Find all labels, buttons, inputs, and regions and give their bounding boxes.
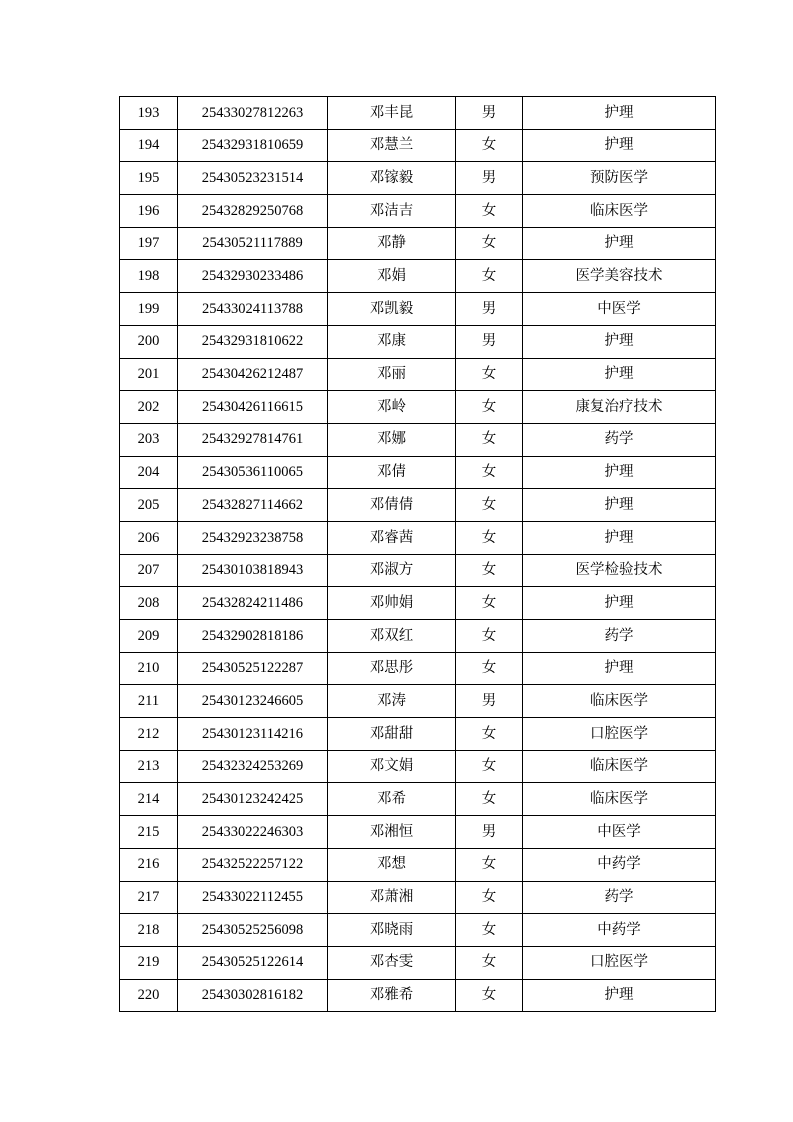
exam-id-cell: 25432923238758 <box>178 521 328 554</box>
row-number: 207 <box>120 554 178 587</box>
gender-cell: 男 <box>456 816 523 849</box>
exam-id-cell: 25433022112455 <box>178 881 328 914</box>
major-cell: 临床医学 <box>523 783 716 816</box>
major-cell: 康复治疗技术 <box>523 391 716 424</box>
gender-cell: 女 <box>456 391 523 424</box>
gender-cell: 女 <box>456 129 523 162</box>
table-row <box>120 227 716 260</box>
row-number: 218 <box>120 914 178 947</box>
table-row <box>120 750 716 783</box>
major-cell: 医学美容技术 <box>523 260 716 293</box>
table-row <box>120 881 716 914</box>
gender-cell: 女 <box>456 554 523 587</box>
row-number: 200 <box>120 325 178 358</box>
exam-id-cell: 25430523231514 <box>178 162 328 195</box>
row-number: 202 <box>120 391 178 424</box>
row-number: 205 <box>120 489 178 522</box>
major-cell: 护理 <box>523 521 716 554</box>
major-cell: 临床医学 <box>523 195 716 228</box>
major-cell: 药学 <box>523 423 716 456</box>
exam-id-cell: 25430525122287 <box>178 652 328 685</box>
major-cell: 中医学 <box>523 816 716 849</box>
major-cell: 护理 <box>523 227 716 260</box>
table-row <box>120 685 716 718</box>
row-number: 203 <box>120 423 178 456</box>
row-number: 204 <box>120 456 178 489</box>
table-row <box>120 587 716 620</box>
name-cell: 邓丰昆 <box>328 97 456 130</box>
name-cell: 邓睿茜 <box>328 521 456 554</box>
major-cell: 中药学 <box>523 848 716 881</box>
name-cell: 邓文娟 <box>328 750 456 783</box>
table-row <box>120 456 716 489</box>
name-cell: 邓淑方 <box>328 554 456 587</box>
gender-cell: 女 <box>456 489 523 522</box>
table-row <box>120 652 716 685</box>
name-cell: 邓希 <box>328 783 456 816</box>
table-row <box>120 554 716 587</box>
table-row <box>120 979 716 1012</box>
gender-cell: 女 <box>456 946 523 979</box>
gender-cell: 女 <box>456 652 523 685</box>
exam-id-cell: 25432824211486 <box>178 587 328 620</box>
row-number: 217 <box>120 881 178 914</box>
major-cell: 临床医学 <box>523 685 716 718</box>
row-number: 210 <box>120 652 178 685</box>
exam-id-cell: 25430302816182 <box>178 979 328 1012</box>
row-number: 198 <box>120 260 178 293</box>
exam-id-cell: 25430536110065 <box>178 456 328 489</box>
name-cell: 邓洁吉 <box>328 195 456 228</box>
major-cell: 护理 <box>523 97 716 130</box>
table-row <box>120 162 716 195</box>
gender-cell: 女 <box>456 195 523 228</box>
exam-id-cell: 25430521117889 <box>178 227 328 260</box>
name-cell: 邓娜 <box>328 423 456 456</box>
name-cell: 邓帅娟 <box>328 587 456 620</box>
gender-cell: 男 <box>456 685 523 718</box>
roster-table <box>119 96 716 1012</box>
gender-cell: 女 <box>456 718 523 751</box>
exam-id-cell: 25432829250768 <box>178 195 328 228</box>
row-number: 197 <box>120 227 178 260</box>
table-row <box>120 914 716 947</box>
name-cell: 邓双红 <box>328 620 456 653</box>
gender-cell: 女 <box>456 521 523 554</box>
row-number: 219 <box>120 946 178 979</box>
exam-id-cell: 25430426116615 <box>178 391 328 424</box>
table-row <box>120 391 716 424</box>
gender-cell: 男 <box>456 293 523 326</box>
row-number: 214 <box>120 783 178 816</box>
row-number: 208 <box>120 587 178 620</box>
name-cell: 邓康 <box>328 325 456 358</box>
gender-cell: 女 <box>456 423 523 456</box>
major-cell: 口腔医学 <box>523 718 716 751</box>
major-cell: 护理 <box>523 489 716 522</box>
name-cell: 邓萧湘 <box>328 881 456 914</box>
table-row <box>120 489 716 522</box>
exam-id-cell: 25432324253269 <box>178 750 328 783</box>
table-row <box>120 325 716 358</box>
table-row <box>120 129 716 162</box>
major-cell: 护理 <box>523 358 716 391</box>
major-cell: 护理 <box>523 325 716 358</box>
gender-cell: 女 <box>456 881 523 914</box>
row-number: 213 <box>120 750 178 783</box>
name-cell: 邓涛 <box>328 685 456 718</box>
exam-id-cell: 25430525256098 <box>178 914 328 947</box>
gender-cell: 女 <box>456 456 523 489</box>
row-number: 212 <box>120 718 178 751</box>
name-cell: 邓杏雯 <box>328 946 456 979</box>
row-number: 199 <box>120 293 178 326</box>
name-cell: 邓倩 <box>328 456 456 489</box>
name-cell: 邓雅希 <box>328 979 456 1012</box>
table-row <box>120 97 716 130</box>
row-number: 209 <box>120 620 178 653</box>
major-cell: 预防医学 <box>523 162 716 195</box>
gender-cell: 女 <box>456 914 523 947</box>
exam-id-cell: 25432927814761 <box>178 423 328 456</box>
roster-body <box>120 97 716 1012</box>
exam-id-cell: 25433024113788 <box>178 293 328 326</box>
exam-id-cell: 25432931810622 <box>178 325 328 358</box>
exam-id-cell: 25432930233486 <box>178 260 328 293</box>
exam-id-cell: 25430123246605 <box>178 685 328 718</box>
table-row <box>120 521 716 554</box>
exam-id-cell: 25433022246303 <box>178 816 328 849</box>
gender-cell: 女 <box>456 358 523 391</box>
table-row <box>120 848 716 881</box>
row-number: 206 <box>120 521 178 554</box>
name-cell: 邓丽 <box>328 358 456 391</box>
exam-id-cell: 25430525122614 <box>178 946 328 979</box>
name-cell: 邓想 <box>328 848 456 881</box>
name-cell: 邓静 <box>328 227 456 260</box>
row-number: 193 <box>120 97 178 130</box>
major-cell: 护理 <box>523 456 716 489</box>
row-number: 195 <box>120 162 178 195</box>
name-cell: 邓岭 <box>328 391 456 424</box>
table-row <box>120 423 716 456</box>
name-cell: 邓娟 <box>328 260 456 293</box>
exam-id-cell: 25430103818943 <box>178 554 328 587</box>
exam-id-cell: 25433027812263 <box>178 97 328 130</box>
exam-id-cell: 25432522257122 <box>178 848 328 881</box>
major-cell: 中药学 <box>523 914 716 947</box>
row-number: 215 <box>120 816 178 849</box>
name-cell: 邓倩倩 <box>328 489 456 522</box>
exam-id-cell: 25432931810659 <box>178 129 328 162</box>
gender-cell: 男 <box>456 97 523 130</box>
table-row <box>120 620 716 653</box>
gender-cell: 女 <box>456 587 523 620</box>
major-cell: 医学检验技术 <box>523 554 716 587</box>
gender-cell: 女 <box>456 750 523 783</box>
name-cell: 邓慧兰 <box>328 129 456 162</box>
row-number: 211 <box>120 685 178 718</box>
gender-cell: 女 <box>456 848 523 881</box>
table-row <box>120 718 716 751</box>
exam-id-cell: 25430426212487 <box>178 358 328 391</box>
table-row <box>120 946 716 979</box>
gender-cell: 女 <box>456 260 523 293</box>
table-row <box>120 358 716 391</box>
gender-cell: 女 <box>456 979 523 1012</box>
major-cell: 护理 <box>523 587 716 620</box>
table-row <box>120 293 716 326</box>
gender-cell: 男 <box>456 162 523 195</box>
table-row <box>120 195 716 228</box>
name-cell: 邓湘恒 <box>328 816 456 849</box>
gender-cell: 女 <box>456 620 523 653</box>
major-cell: 临床医学 <box>523 750 716 783</box>
name-cell: 邓思彤 <box>328 652 456 685</box>
name-cell: 邓镓毅 <box>328 162 456 195</box>
exam-id-cell: 25432827114662 <box>178 489 328 522</box>
gender-cell: 男 <box>456 325 523 358</box>
name-cell: 邓晓雨 <box>328 914 456 947</box>
major-cell: 药学 <box>523 620 716 653</box>
row-number: 196 <box>120 195 178 228</box>
row-number: 220 <box>120 979 178 1012</box>
major-cell: 口腔医学 <box>523 946 716 979</box>
major-cell: 药学 <box>523 881 716 914</box>
row-number: 201 <box>120 358 178 391</box>
major-cell: 中医学 <box>523 293 716 326</box>
row-number: 194 <box>120 129 178 162</box>
gender-cell: 女 <box>456 227 523 260</box>
table-row <box>120 783 716 816</box>
major-cell: 护理 <box>523 652 716 685</box>
table-row <box>120 816 716 849</box>
row-number: 216 <box>120 848 178 881</box>
exam-id-cell: 25430123114216 <box>178 718 328 751</box>
exam-id-cell: 25430123242425 <box>178 783 328 816</box>
major-cell: 护理 <box>523 129 716 162</box>
gender-cell: 女 <box>456 783 523 816</box>
exam-id-cell: 25432902818186 <box>178 620 328 653</box>
name-cell: 邓凯毅 <box>328 293 456 326</box>
major-cell: 护理 <box>523 979 716 1012</box>
name-cell: 邓甜甜 <box>328 718 456 751</box>
table-row <box>120 260 716 293</box>
